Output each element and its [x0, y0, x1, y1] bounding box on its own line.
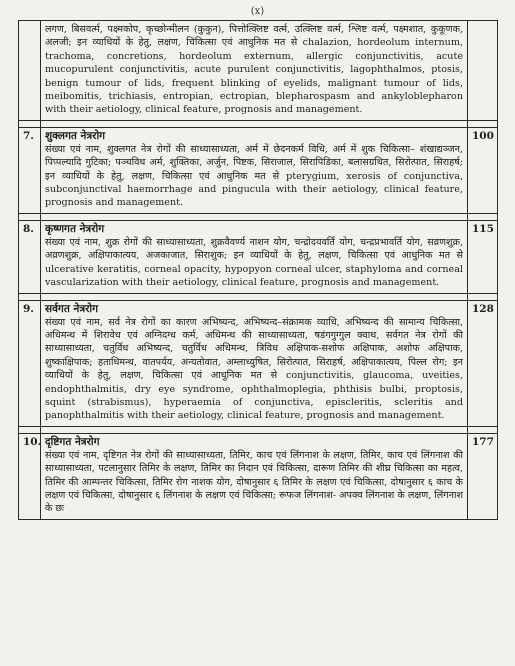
hours-value [468, 21, 498, 121]
table-row [19, 127, 498, 213]
topic-description: संख्या एवं नाम, शुक्र रोगों की साध्यासाध्यता, शुक्रवैवर्ण्य नाशन योग, चन्द्रोदयवर्ति योग, चन्द्रप्रभावर्ति योग, सव्रणशुक्र, अव्रणशुक्र, अक्षिपाकात्यय, अजकाजात, सिराशुक; इन व्याधियों के हेतु, लक्षण, चिकित्सा एवं आधुनिक मत से ulcerative keratitis, corneal opacity, hypopyon corneal ulcer, staphyloma and corneal vascularization with their aetiology, clinical feature, prognosis and management. [45, 236, 463, 289]
table-row [19, 220, 498, 293]
hours-value: 128 [468, 300, 498, 426]
topic-description: लगण, बिसवर्त्म, पक्ष्मकोप, कृच्छोन्मीलन (कुकुन), पित्तोत्क्लिष्ट वर्त्म, उत्क्लिष्ट वर्त्म, श्लिष्ट वर्त्म, पक्ष्मशात, कुकूणक, अलजी; इन व्याधियों के हेतु, लक्षण, चिकित्सा एवं आधुनिक मत से chalazion, hordeolum internum, trachoma, concretions, hordeolum externum, allergic conjunctivitis, acute mucopurulent conjunctivitis, acute purulent conjunctivitis, lagophthalmos, ptosis, benign tumour of lids, frequent blinking of eyelids, malignant tumour of lids, meibomitis, trichiasis, entropian, ectropian, blepharospasm and ankyloblepharon with their aetiology, clinical feature, prognosis and management. [45, 24, 463, 116]
page-number-label: (x) [250, 6, 265, 17]
row-spacer [19, 120, 498, 127]
row-number: 8. [19, 220, 41, 293]
row-number: 7. [19, 127, 41, 213]
table-row [19, 433, 498, 519]
table-row [19, 21, 498, 121]
hours-value: 177 [468, 433, 498, 519]
topic-cell [41, 220, 468, 293]
row-number [19, 21, 41, 121]
topic-cell [41, 127, 468, 213]
hours-value: 100 [468, 127, 498, 213]
topic-description: संख्या एवं नाम, शुक्लगत नेत्र रोगों की साध्यासाध्यता, अर्म में छेदनकर्म विधि, अर्म में शुक चिकित्सा– शंखाद्यञ्जन, पिप्पल्यादि गुटिका; पञ्चविध अर्म, शुक्तिका, अर्जुन, पिष्टक, सिराजाल, सिरापिडिका, बलासग्रथित, सिरोत्पात, सिराहर्ष; इन व्याधियों के हेतु, लक्षण, चिकित्सा एवं आधुनिक मत से pterygium, xerosis of conjunctiva, subconjunctival haemorrhage and pingucula with their aetiology, clinical feature, prognosis and management. [45, 143, 463, 209]
topic-cell [41, 433, 468, 519]
row-number: 9. [19, 300, 41, 426]
table-row [19, 300, 498, 426]
row-spacer [19, 293, 498, 300]
topic-description: संख्या एवं नाम, सर्व नेत्र रोगों का कारण अभिष्यन्द, अभिष्यन्द–संक्रामक व्याधि, अभिष्यन्द की सामान्य चिकित्सा, अधिमन्थ में शिरावेध एवं अग्निदग्ध कर्म, अधिमन्थ की साध्यासाध्यता, षडंगगुग्गुल क्वाथ, सर्वगत नेत्र रोगों की साध्यासाध्यता, चतुर्विध अभिष्यन्द, चतुर्विध अधिमन्थ, त्रिविध अक्षिपाक-सशोफ अक्षिपाक, अशोफ अक्षिपाक, शुष्काक्षिपाक; हताधिमन्थ, वातपर्यय, अन्यतोवात, अम्लाध्युषित, सिरोत्पात, सिराहर्ष, अक्षिपाकात्यय, पिल्ल रोग; इन व्याधियों के हेतु, लक्षण, चिकित्सा एवं आधुनिक मत से conjunctivitis, glaucoma, uveities, endophthalmitis, dry eye syndrome, ophthalmoplegia, phthisis bulbi, proptosis, squint (strabismus), hyperaemia of conjunctiva, episcleritis, scleritis and panophthalmitis with their aetiology, clinical feature, prognosis and management. [45, 316, 463, 422]
topic-cell [41, 300, 468, 426]
row-spacer [19, 426, 498, 433]
row-spacer [19, 213, 498, 220]
topic-title: दृष्टिगत नेत्ररोग [45, 435, 100, 448]
hours-value: 115 [468, 220, 498, 293]
topic-cell [41, 21, 468, 121]
topic-title: कृष्णगत नेत्ररोग [45, 222, 105, 235]
topic-title: सर्वगत नेत्ररोग [45, 302, 99, 315]
row-number: 10. [19, 433, 41, 519]
topic-description: संख्या एवं नाम, दृष्टिगत नेत्र रोगों की साध्यासाध्यता, तिमिर, काच एवं लिंगनाश के लक्षण, तिमिर, काच एवं लिंगनाश की साध्यासाध्यता, पटलानुसार तिमिर के लक्षण, तिमिर का निदान एवं चिकित्सा, दारूण तिमिर की शीघ्र चिकित्सा का महत्व, तिमिर की आम्पन्तर चिकित्सा, तिमिर रोग नाशक योग, दोषानुसार ६ तिमिर के लक्षण एवं चिकित्सा, दोषानुसार ६ काच के लक्षण एवं चिकित्सा, दोषानुसार ६ लिंगनाश के लक्षण एवं चिकित्सा; रूफज लिंगनाश- अपक्व लिंगनाश के लक्षण, लिंगनाश के छः [45, 449, 463, 515]
syllabus-table [18, 20, 498, 520]
topic-title: शुक्लगत नेत्ररोग [45, 129, 106, 142]
